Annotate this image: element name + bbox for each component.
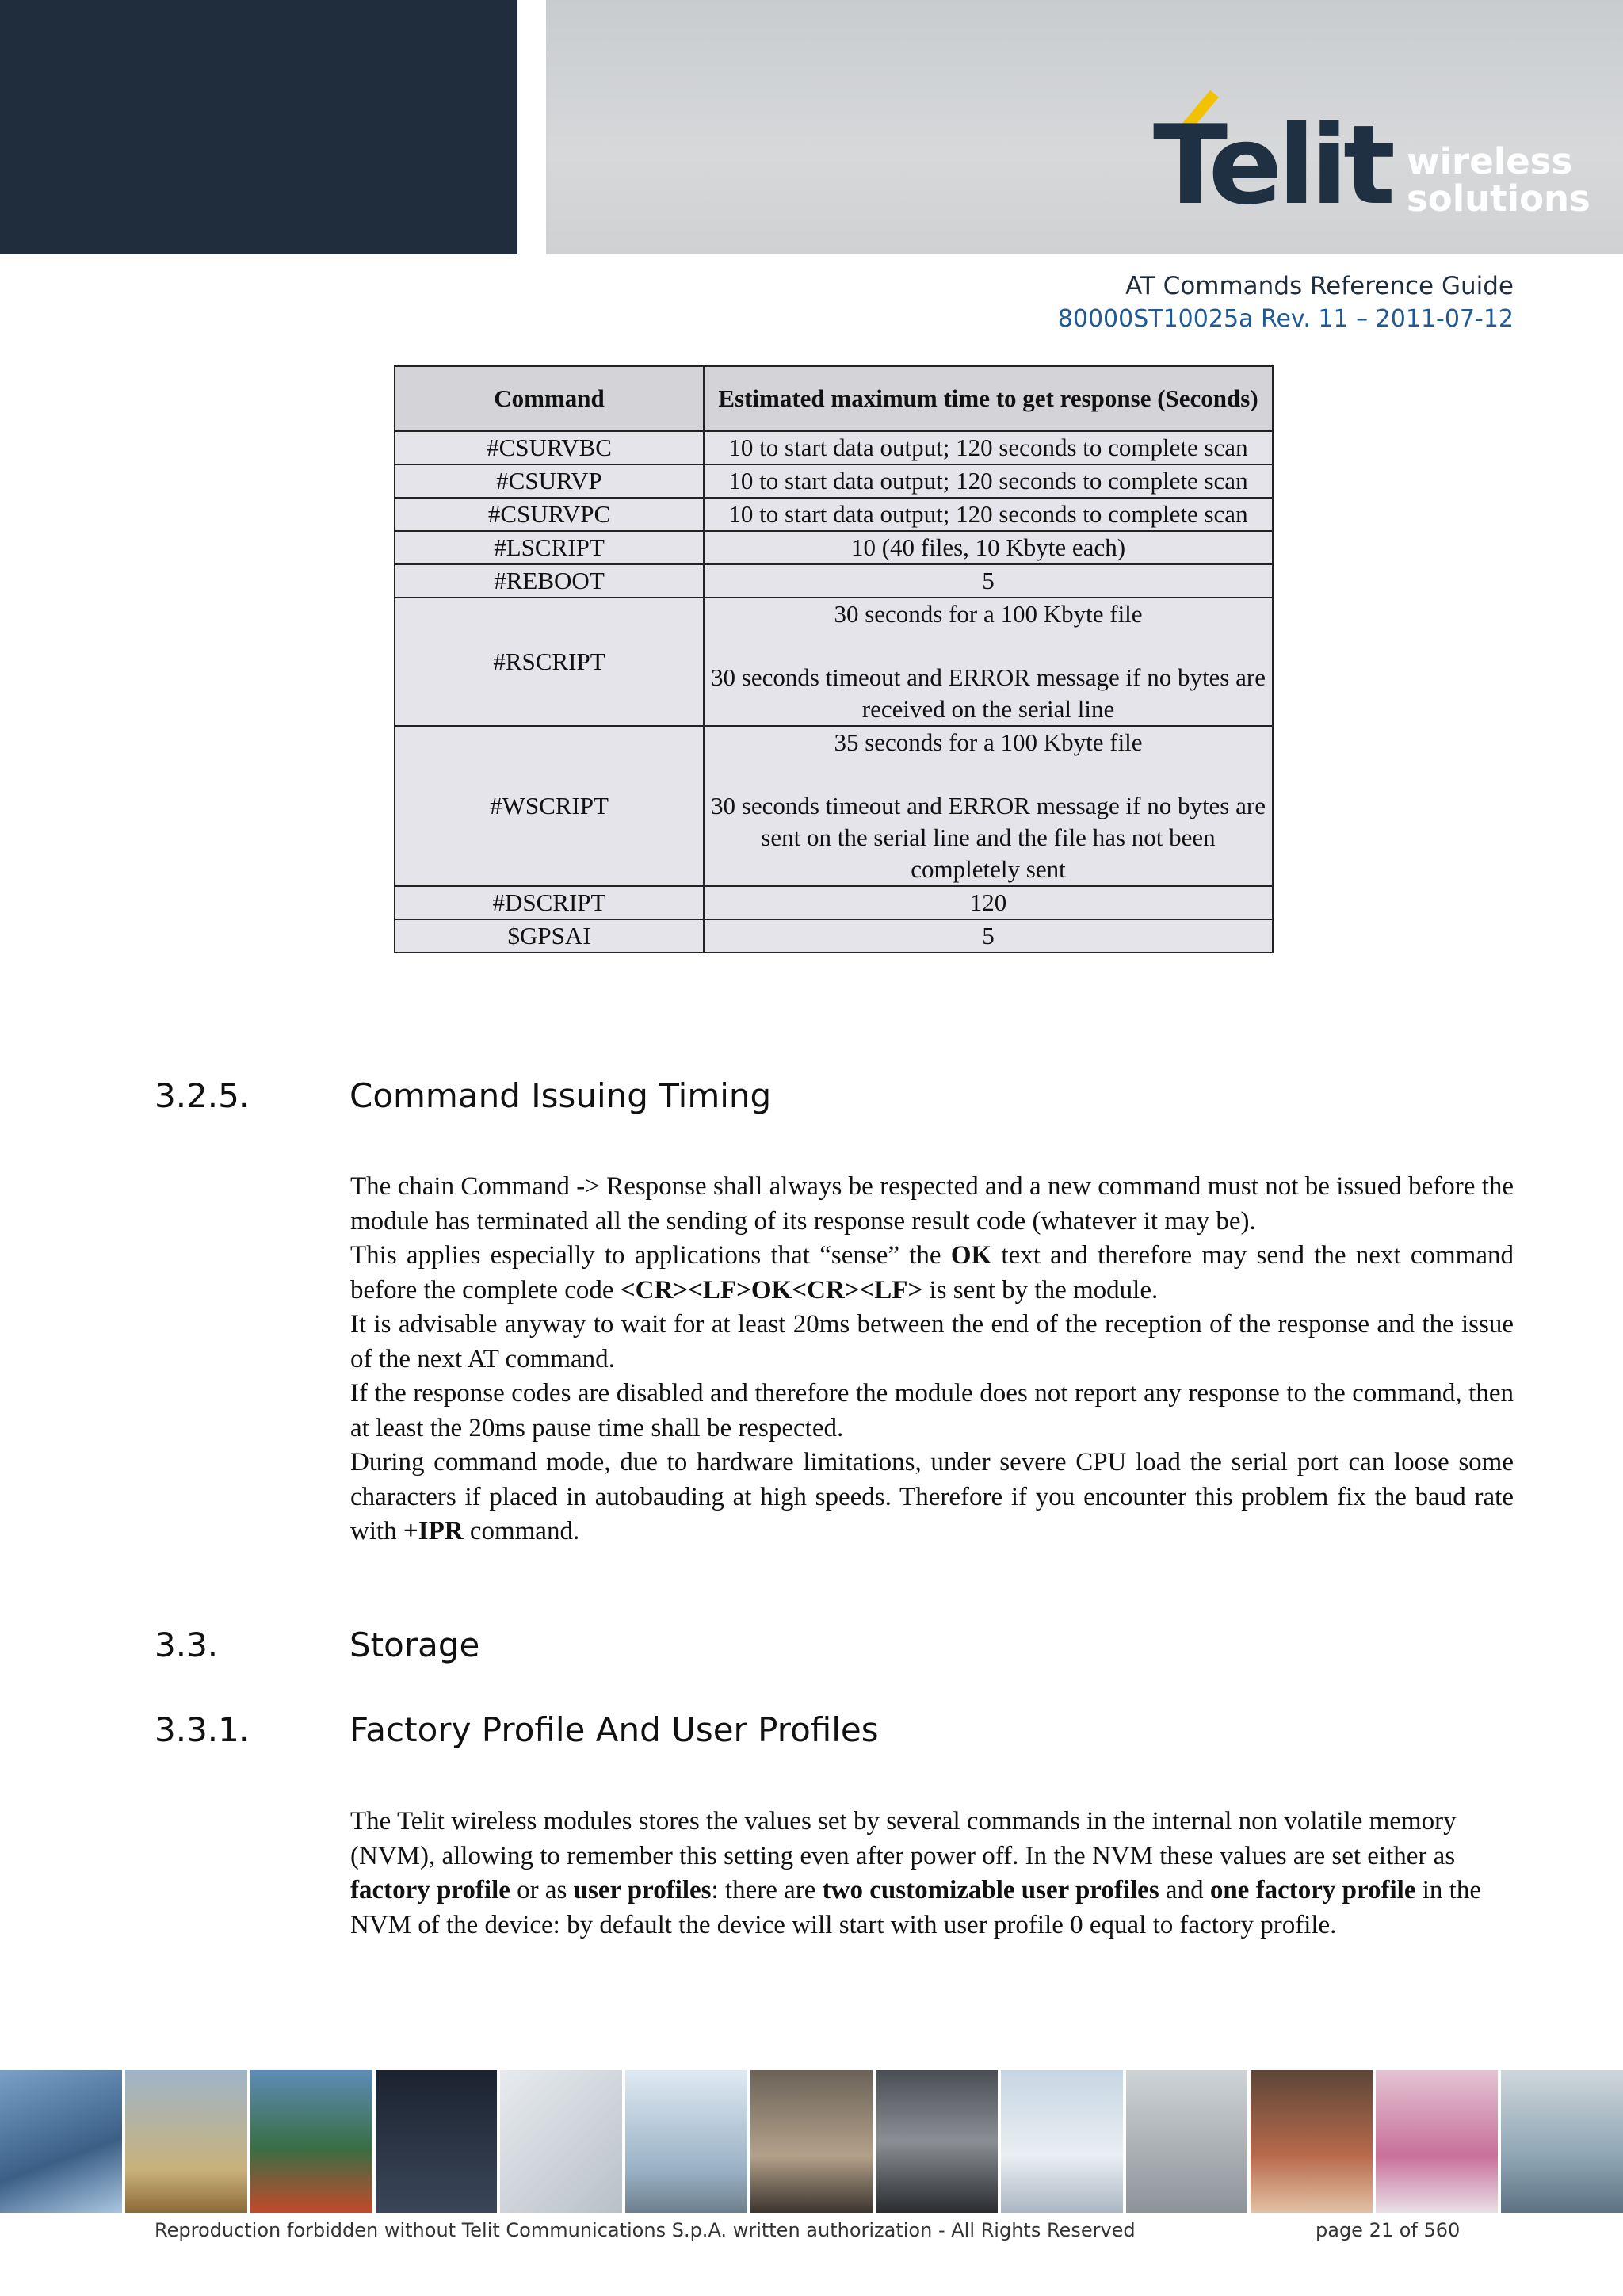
page-number: page 21 of 560 [1316, 2219, 1461, 2241]
footer-photo [1501, 2070, 1623, 2213]
document-revision: 80000ST10025a Rev. 11 – 2011-07-12 [1057, 305, 1514, 333]
table-row [395, 564, 1273, 598]
response-time-cell [704, 886, 1273, 919]
section-title: Storage [349, 1626, 480, 1664]
response-time-cell [704, 564, 1273, 598]
response-time-text: 30 seconds timeout and ERROR message if no bytes are received on the serial line [711, 663, 1266, 723]
response-time-text: 120 [969, 888, 1007, 916]
response-time-cell [704, 498, 1273, 531]
command-cell: #CSURVPC [395, 498, 704, 531]
command-cell: #WSCRIPT [395, 726, 704, 886]
footer-photo [625, 2070, 747, 2213]
response-time-cell [704, 531, 1273, 564]
paragraph: It is advisable anyway to wait for at least 20ms between the end of the reception of the response and the issue of the next AT command. [350, 1310, 1514, 1373]
response-time-text: 5 [982, 922, 995, 949]
response-time-cell [704, 431, 1273, 464]
header-dark-block [0, 0, 517, 254]
document-header [1058, 269, 1514, 336]
response-time-text: 5 [982, 567, 995, 594]
response-time-text: 30 seconds timeout and ERROR message if no bytes are sent on the serial line and the file has not been completely sent [711, 792, 1266, 883]
logo-wordmark: Telit [1153, 101, 1391, 229]
response-time-text: 10 to start data output; 120 seconds to complete scan [728, 434, 1248, 461]
response-time-text: 35 seconds for a 100 Kbyte file [834, 728, 1143, 756]
table-row [395, 464, 1273, 498]
footer-photo [125, 2070, 247, 2213]
paragraph: If the response codes are disabled and therefore the module does not report any response to the command, then at least the 20ms pause time shall be respected. [350, 1379, 1514, 1442]
footer-photo [376, 2070, 498, 2213]
section-number: 3.3. [155, 1626, 219, 1664]
footer-photo [0, 2070, 122, 2213]
footer-photo [876, 2070, 998, 2213]
document-title: AT Commands Reference Guide [1125, 272, 1514, 300]
paragraph: The chain Command -> Response shall always be respected and a new command must not be issued before the module has terminated all the sending of its response result code (whatever it may be). [350, 1172, 1514, 1236]
table-row [395, 919, 1273, 953]
footer-photo [750, 2070, 873, 2213]
footer-copyright: Reproduction forbidden without Telit Communications S.p.A. written authorization - All Rights Reserved [155, 2219, 1136, 2241]
footer-photo [1251, 2070, 1373, 2213]
paragraph: This applies especially to applications that “sense” the OK text and therefore may send the next command before the complete code <CR><LF>OK<CR><LF> is sent by the module. [350, 1241, 1514, 1305]
footer-photo [1126, 2070, 1248, 2213]
command-cell: #DSCRIPT [395, 886, 704, 919]
command-cell: #REBOOT [395, 564, 704, 598]
table-row [395, 726, 1273, 886]
profiles-text [350, 1805, 1507, 1943]
command-cell: #CSURVP [395, 464, 704, 498]
response-time-text: 10 to start data output; 120 seconds to complete scan [728, 467, 1248, 495]
logo-tagline: wireless solutions [1407, 140, 1591, 220]
response-time-text: 10 to start data output; 120 seconds to complete scan [728, 500, 1248, 528]
response-time-cell [704, 464, 1273, 498]
command-timing-text [350, 1170, 1514, 1549]
section-number: 3.2.5. [155, 1076, 250, 1115]
footer-photo [1001, 2070, 1123, 2213]
section-title: Factory Profile And User Profiles [349, 1710, 879, 1749]
table-header-row [395, 366, 1273, 431]
response-time-table [394, 365, 1274, 953]
response-time-cell [704, 726, 1273, 886]
column-header-time: Estimated maximum time to get response (Seconds) [704, 366, 1273, 431]
paragraph: The Telit wireless modules stores the values set by several commands in the internal non volatile memory (NVM), allowing to remember this setting even after power off. In the NVM these values are set either as factory profile or as user profiles: there are two customizable user profiles and one factory profile in the NVM of the device: by default the device will start with user profile 0 equal to factory profile. [350, 1807, 1481, 1939]
footer-photo [250, 2070, 372, 2213]
command-cell: #CSURVBC [395, 431, 704, 464]
section-title: Command Issuing Timing [349, 1076, 772, 1115]
column-header-command: Command [395, 366, 704, 431]
command-cell: #RSCRIPT [395, 598, 704, 726]
table-row [395, 498, 1273, 531]
paragraph: During command mode, due to hardware limitations, under severe CPU load the serial port can loose some characters if placed in autobauding at high speeds. Therefore if you encounter this problem fix the baud rate with +IPR command. [350, 1448, 1514, 1545]
table-row [395, 431, 1273, 464]
response-time-cell [704, 598, 1273, 726]
table-row [395, 598, 1273, 726]
footer-photo [500, 2070, 622, 2213]
response-time-cell [704, 919, 1273, 953]
footer-photo [1376, 2070, 1498, 2213]
table-row [395, 886, 1273, 919]
table-row [395, 531, 1273, 564]
section-number: 3.3.1. [155, 1710, 250, 1749]
response-time-text: 10 (40 files, 10 Kbyte each) [850, 533, 1126, 561]
footer-photo-strip [0, 2070, 1623, 2213]
command-cell: $GPSAI [395, 919, 704, 953]
command-cell: #LSCRIPT [395, 531, 704, 564]
response-time-text: 30 seconds for a 100 Kbyte file [834, 600, 1143, 628]
